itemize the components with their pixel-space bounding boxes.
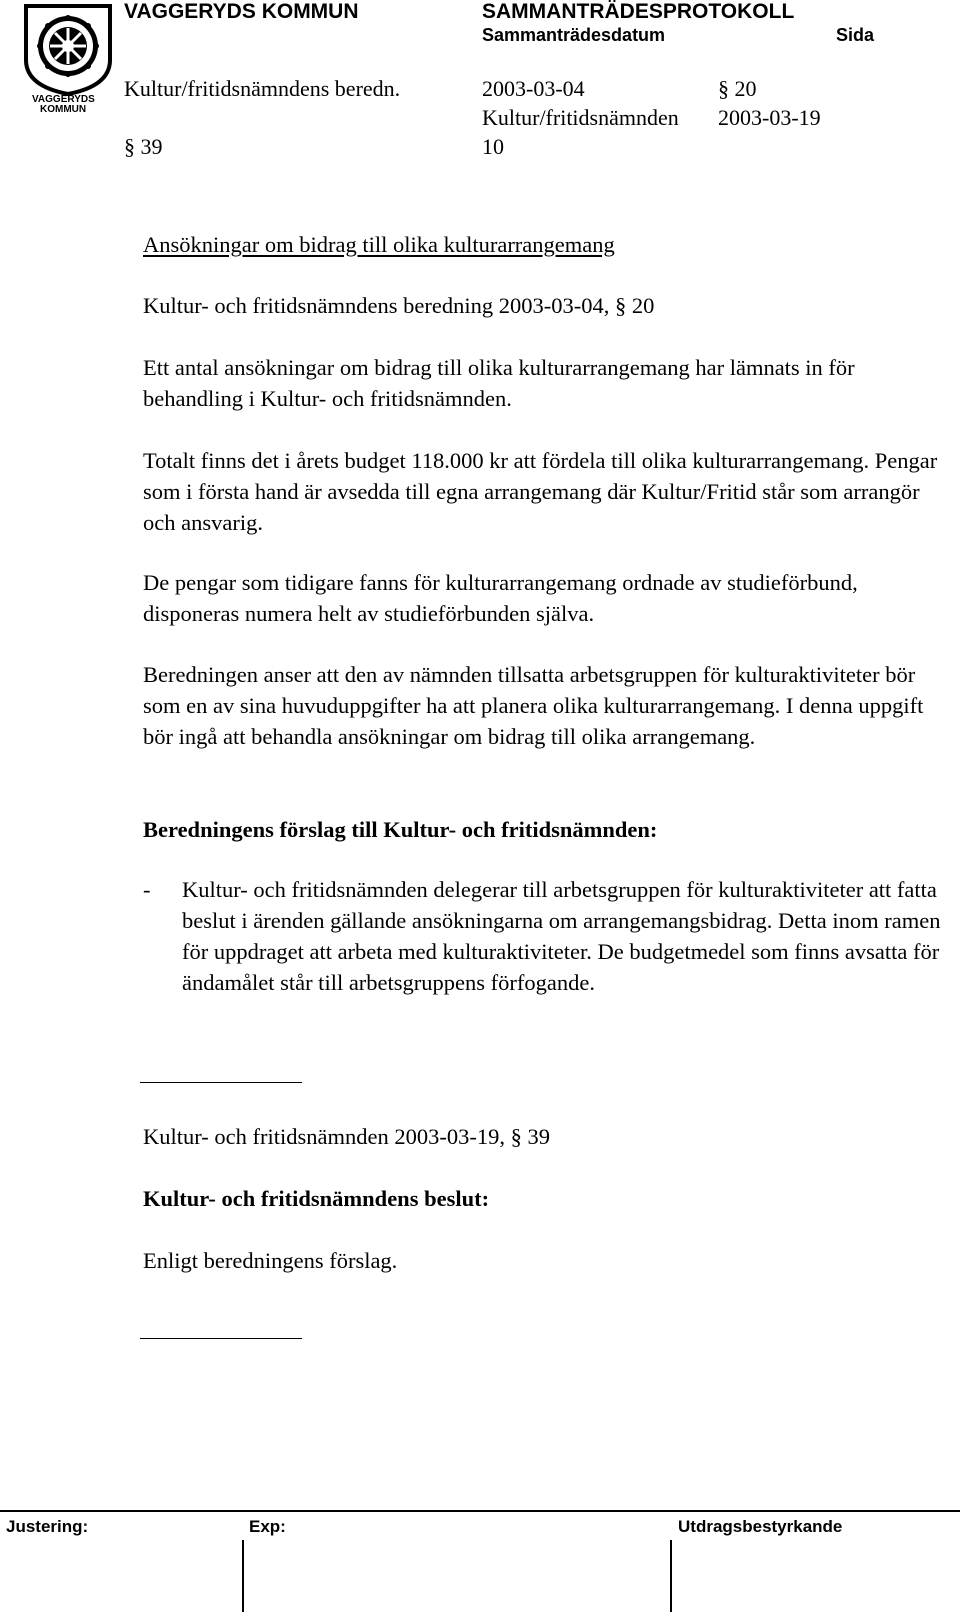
footer-utdrag-label: Utdragsbestyrkande — [678, 1517, 843, 1536]
logo-text-line-1: VAGGERYDS — [32, 94, 95, 105]
logo-text-line-2: KOMMUN — [40, 104, 87, 115]
committee-section: § 39 — [124, 134, 163, 159]
meeting-date-label: Sammanträdesdatum — [482, 25, 666, 45]
preparation-section: § 20 — [718, 76, 757, 101]
footer-rule — [0, 1510, 960, 1512]
document-heading: Ansökningar om bidrag till olika kulturarrangemang — [143, 232, 615, 257]
committee-body: Kultur/fritidsnämnden — [482, 105, 679, 130]
committee-date: 2003-03-19 — [718, 105, 821, 130]
separator-line-2 — [140, 1338, 302, 1339]
paragraph-2: Totalt finns det i årets budget 118.000 kr att fördela till olika kulturarrangemang. Pengar som i första hand är avsedda till egna arrangemang där Kultur/Fritid står som arrangör och ansvarig. — [143, 448, 938, 535]
footer-exp-label: Exp: — [249, 1517, 286, 1536]
footer-justering-label: Justering: — [6, 1517, 89, 1536]
preparation-body: Kultur/fritidsnämndens beredn. — [124, 76, 401, 101]
bullet-dash: - — [143, 877, 151, 902]
document-type: SAMMANTRÄDESPROTOKOLL — [482, 0, 795, 23]
page-label: Sida — [836, 25, 875, 45]
footer-divider-2 — [670, 1540, 672, 1612]
proposal-heading: Beredningens förslag till Kultur- och fritidsnämnden: — [143, 817, 658, 842]
decision-text: Enligt beredningens förslag. — [143, 1248, 398, 1273]
decision-heading: Kultur- och fritidsnämndens beslut: — [143, 1186, 490, 1211]
municipality-name: VAGGERYDS KOMMUN — [124, 0, 359, 23]
page-number: 10 — [482, 134, 504, 159]
municipality-logo — [18, 2, 118, 114]
footer-divider-1 — [242, 1540, 244, 1612]
separator-line-1 — [140, 1082, 302, 1083]
paragraph-4: Beredningen anser att den av nämnden tillsatta arbetsgruppen för kulturaktiviteter bör som en av sina huvuduppgifter ha att planera olika kulturarrangemang. I denna uppgift bör ingå att behandla ansökningar om bidrag till olika arrangemang. — [143, 662, 924, 749]
proposal-bullet-text: Kultur- och fritidsnämnden delegerar till arbetsgruppen för kulturaktiviteter att fatta beslut i ärenden gällande ansökningarna om arrangemangsbidrag. Detta inom ramen för uppdraget att arbeta med kulturaktiviteter. De budgetmedel som finns avsatta för ändamålet står till arbetsgruppens förfogande. — [182, 877, 941, 995]
committee-reference: Kultur- och fritidsnämnden 2003-03-19, § 39 — [143, 1124, 550, 1149]
paragraph-1: Ett antal ansökningar om bidrag till olika kulturarrangemang har lämnats in för behandling i Kultur- och fritidsnämnden. — [143, 355, 855, 411]
preparation-date: 2003-03-04 — [482, 76, 585, 101]
paragraph-3: De pengar som tidigare fanns för kulturarrangemang ordnade av studieförbund, disponeras numera helt av studieförbunden själva. — [143, 570, 858, 626]
preparation-reference: Kultur- och fritidsnämndens beredning 2003-03-04, § 20 — [143, 293, 655, 318]
